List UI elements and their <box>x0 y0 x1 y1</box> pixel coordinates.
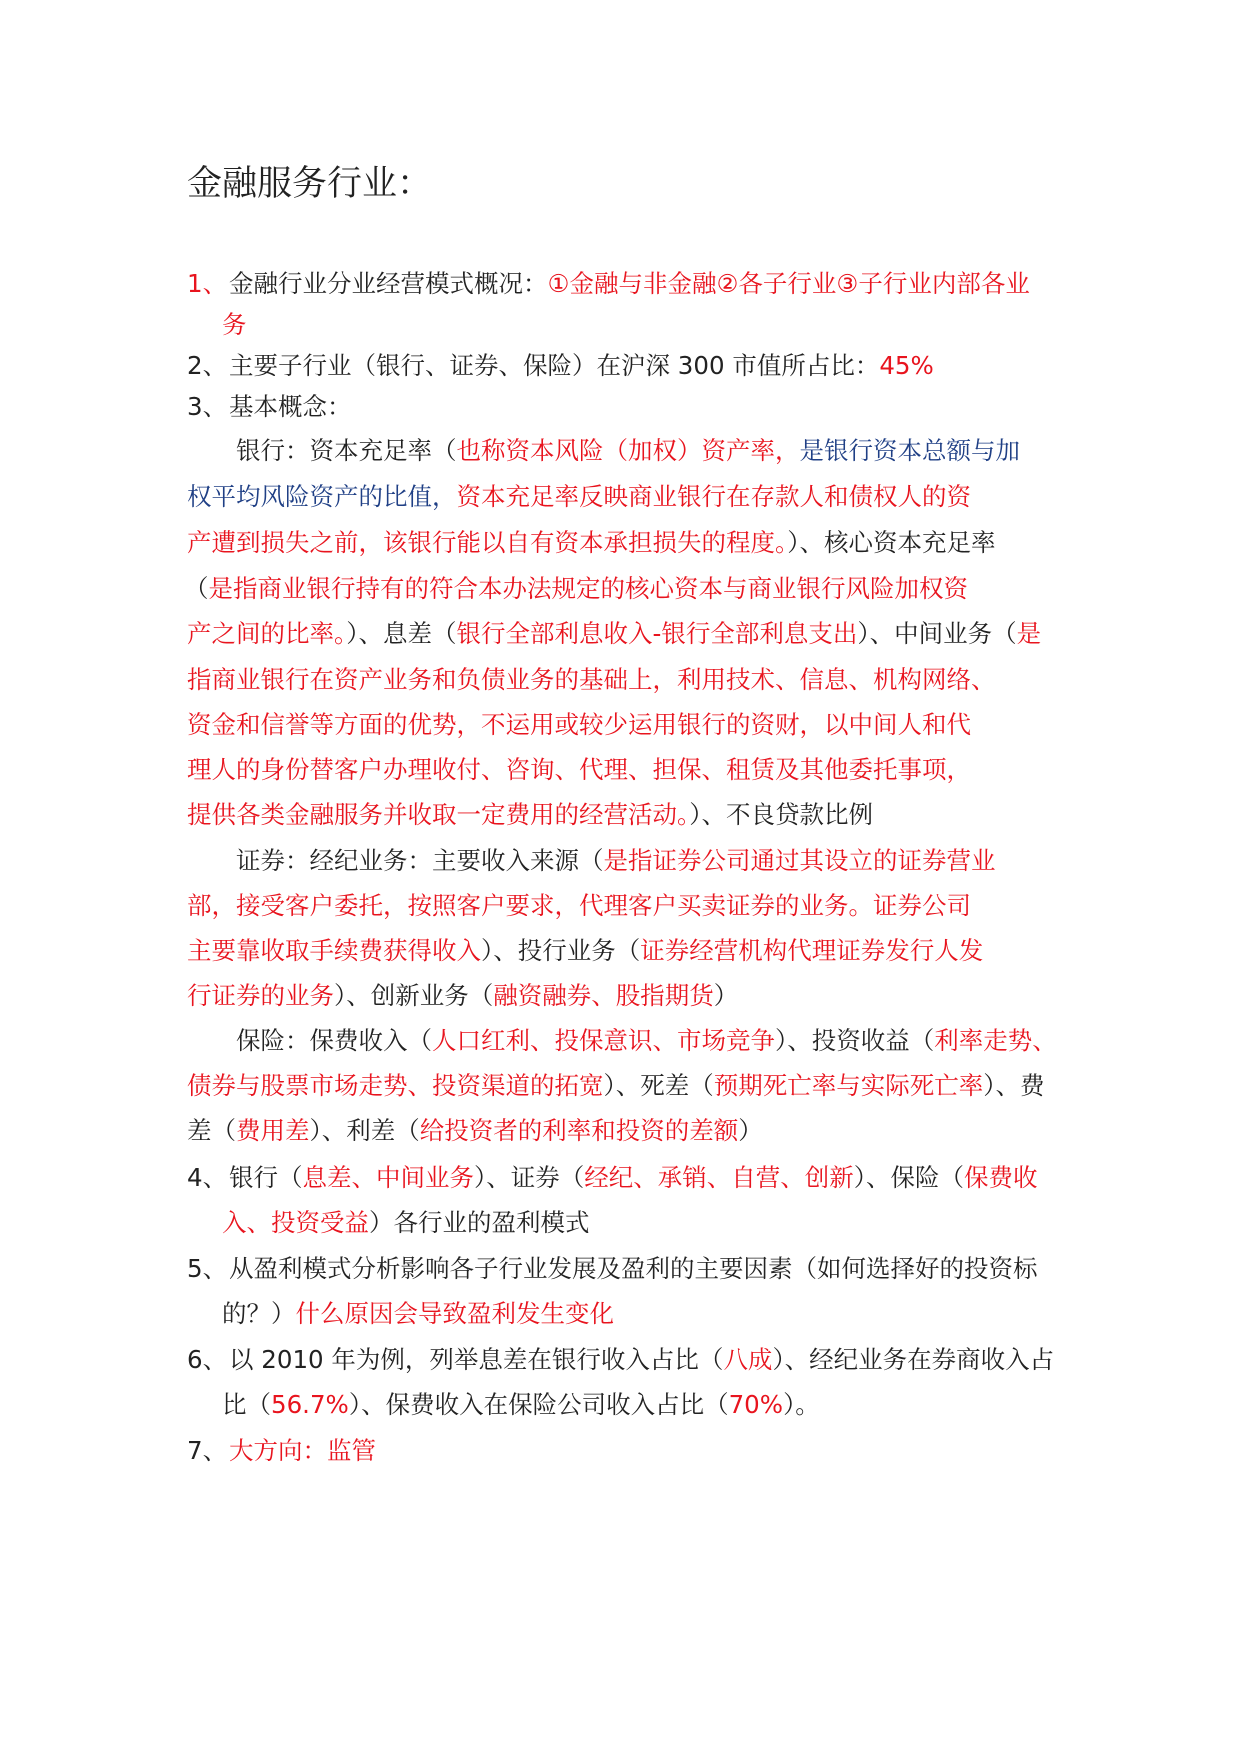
text-run: 资金和信誉等方面的优势，不运用或较少运用银行的资财，以中间人和代 <box>187 710 971 739</box>
item-number: 2、 <box>187 351 228 380</box>
text-run: （ <box>184 574 209 603</box>
text-run: 主要子行业（银行、证券、保险）在沪深 300 市值所占比： <box>229 351 880 380</box>
item-number: 6、 <box>187 1345 228 1374</box>
insurance-concept-line <box>236 1021 1057 1061</box>
text-run: ） <box>713 981 739 1010</box>
item-line <box>222 1385 820 1425</box>
text-run: 是银行资本总额与加 <box>799 436 1020 465</box>
text-run: 利率走势、 <box>934 1026 1057 1055</box>
text-run: ）、投行业务（ <box>481 936 641 965</box>
item-line <box>229 346 934 386</box>
securities-concept-line <box>187 931 983 971</box>
text-run: 八成 <box>723 1345 773 1374</box>
text-run: ）、保费收入在保险公司收入占比（ <box>348 1390 729 1419</box>
text-run: 费用差 <box>236 1116 310 1145</box>
text-run: 什么原因会导致盈利发生变化 <box>295 1299 614 1328</box>
text-run: 是指商业银行持有的符合本办法规定的核心资本与商业银行风险加权资 <box>208 574 968 603</box>
text-run: 56.7% <box>271 1390 349 1419</box>
securities-concept-line <box>236 841 996 881</box>
item-line <box>229 387 352 427</box>
text-run: 给投资者的利率和投资的差额 <box>419 1116 739 1145</box>
text-run: 资本充足率反映商业银行在存款人和债权人的资 <box>456 482 971 511</box>
text-run: 融资融券、股指期货 <box>493 981 714 1010</box>
bank-concept-line <box>187 660 996 700</box>
item-number: 3、 <box>187 392 228 421</box>
text-run: ） <box>738 1116 763 1145</box>
text-run: 预期死亡率与实际死亡率 <box>713 1071 984 1100</box>
text-run: ）各行业的盈利模式 <box>369 1208 590 1237</box>
text-run: ）、费 <box>983 1071 1045 1100</box>
text-run: 45% <box>879 351 934 380</box>
text-run: 以 2010 年为例，列举息差在银行收入占比（ <box>229 1345 724 1374</box>
page-title: 金融服务行业： <box>187 164 433 204</box>
text-run: 指商业银行在资产业务和负债业务的基础上，利用技术、信息、机构网络、 <box>187 665 996 694</box>
text-run: 保险：保费收入（ <box>236 1026 432 1055</box>
text-run: ）、不良贷款比例 <box>689 800 873 829</box>
text-run: 证券：经纪业务：主要收入来源（ <box>236 846 604 875</box>
text-run: 银行：资本充足率（ <box>236 436 457 465</box>
text-run: 权平均风险资产的比值， <box>187 482 457 511</box>
bank-concept-line <box>187 795 873 835</box>
bank-concept-line <box>184 569 968 609</box>
item-number: 1、 <box>187 269 228 298</box>
item-line <box>229 1158 1038 1198</box>
item-line <box>229 264 1030 304</box>
text-run: ）、投资收益（ <box>775 1026 935 1055</box>
text-run: 也称资本风险（加权）资产率， <box>456 436 800 465</box>
text-run: 保费收 <box>964 1163 1038 1192</box>
text-run: 70% <box>728 1390 784 1419</box>
text-run: ）、息差（ <box>346 619 457 648</box>
text-run: 入、投资受益 <box>222 1208 369 1237</box>
text-run: 基本概念： <box>229 392 352 421</box>
item-line <box>229 1249 1038 1289</box>
text-run: 大方向：监管 <box>229 1436 376 1465</box>
item-line <box>229 1431 376 1471</box>
item-number: 7、 <box>187 1436 228 1465</box>
text-run: 的？） <box>222 1299 296 1328</box>
bank-concept-line <box>187 614 1041 654</box>
item-line <box>229 1340 1054 1380</box>
text-run: ）、利差（ <box>309 1116 420 1145</box>
text-run: ）、经纪业务在券商收入占 <box>772 1345 1055 1374</box>
item-number: 5、 <box>187 1254 228 1283</box>
text-run: 证券经营机构代理证券发行人发 <box>640 936 984 965</box>
item-number: 4、 <box>187 1163 228 1192</box>
text-run: ）、中间业务（ <box>857 619 1017 648</box>
text-run: 理人的身份替客户办理收付、咨询、代理、担保、租赁及其他委托事项， <box>187 755 971 784</box>
text-run: 是 <box>1016 619 1042 648</box>
bank-concept-line <box>187 477 971 517</box>
text-run: 经纪、承销、自营、创新 <box>584 1163 854 1192</box>
securities-concept-line <box>187 976 738 1016</box>
text-run: 务 <box>222 310 247 339</box>
text-run: ）、死差（ <box>603 1071 714 1100</box>
insurance-concept-line <box>187 1111 763 1151</box>
bank-concept-line <box>187 523 996 563</box>
text-run: 息差、中间业务 <box>302 1163 474 1192</box>
text-run: 是指证券公司通过其设立的证券营业 <box>603 846 996 875</box>
text-run: 人口红利、投保意识、市场竞争 <box>432 1026 775 1055</box>
text-run: 行证券的业务 <box>187 981 334 1010</box>
bank-concept-line <box>187 750 971 790</box>
text-run: 从盈利模式分析影响各子行业发展及盈利的主要因素（如何选择好的投资标 <box>229 1254 1038 1283</box>
text-run: 银行（ <box>229 1163 303 1192</box>
text-run: ）、保险（ <box>853 1163 964 1192</box>
text-run: 主要靠收取手续费获得收入 <box>187 936 481 965</box>
text-run: ）。 <box>783 1390 820 1419</box>
text-run: ）、核心资本充足率 <box>787 528 996 557</box>
text-run: 比（ <box>222 1390 271 1419</box>
text-run: 金融行业分业经营模式概况： <box>229 269 548 298</box>
text-run: 债券与股票市场走势、投资渠道的拓宽 <box>187 1071 604 1100</box>
text-run: 提供各类金融服务并收取一定费用的经营活动。 <box>187 800 690 829</box>
item-line <box>222 1294 614 1334</box>
text-run: ①金融与非金融②各子行业③子行业内部各业 <box>547 269 1030 298</box>
item-line <box>222 305 247 345</box>
text-run: 银行全部利息收入-银行全部利息支出 <box>456 619 858 648</box>
insurance-concept-line <box>187 1066 1045 1106</box>
bank-concept-line <box>187 705 971 745</box>
text-run: 部，接受客户委托，按照客户要求，代理客户买卖证券的业务。证券公司 <box>187 891 971 920</box>
text-run: 差（ <box>187 1116 236 1145</box>
text-run: ）、创新业务（ <box>334 981 494 1010</box>
item-line <box>222 1203 590 1243</box>
text-run: ）、证券（ <box>474 1163 585 1192</box>
text-run: 产遭到损失之前，该银行能以自有资本承担损失的程度。 <box>187 528 788 557</box>
securities-concept-line <box>187 886 971 926</box>
text-run: 产之间的比率。 <box>187 619 347 648</box>
bank-concept-line <box>236 431 1020 471</box>
